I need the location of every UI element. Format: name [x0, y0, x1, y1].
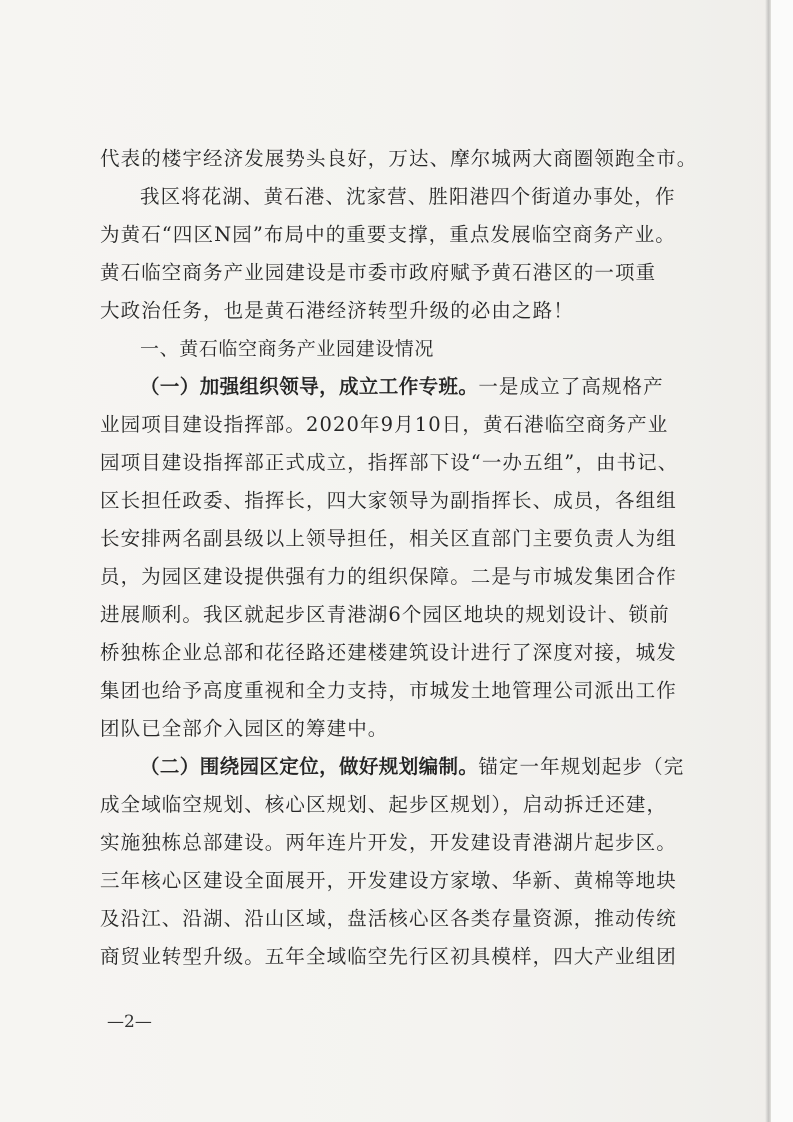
text-line: 商贸业转型升级。五年全域临空先行区初具模样，四大产业组团	[100, 945, 677, 968]
text-line: 实施独栋总部建设。两年连片开发，开发建设青港湖片起步区。	[100, 831, 677, 854]
text-line: 为黄石“四区N园”布局中的重要支撑，重点发展临空商务产业。	[100, 223, 676, 246]
text-line: 业园项目建设指挥部。2020年9月10日，黄石港临空商务产业	[100, 413, 669, 436]
section-heading: 一、黄石临空商务产业园建设情况	[140, 338, 435, 360]
text-line: 我区将花湖、黄石港、沈家营、胜阳港四个街道办事处，作	[140, 185, 676, 208]
text-line: 三年核心区建设全面展开，开发建设方家墩、华新、黄棉等地块	[100, 869, 677, 892]
text-line-rest: 锚定一年规划起步（完	[478, 755, 685, 778]
subsection-title: （二）围绕园区定位，做好规划编制。	[140, 755, 479, 778]
text-line: 桥独栋企业总部和花径路还建楼建筑设计进行了深度对接，城发	[100, 641, 677, 664]
text-line: 员，为园区建设提供强有力的组织保障。二是与市城发集团合作	[100, 565, 677, 588]
text-line: 进展顺利。我区就起步区青港湖6个园区地块的规划设计、锁前	[100, 603, 670, 626]
text-line	[100, 748, 690, 786]
text-line: 区长担任政委、指挥长，四大家领导为副指挥长、成员，各组组	[100, 489, 677, 512]
subsection-title: （一）加强组织领导，成立工作专班。	[140, 375, 479, 398]
text-line: 园项目建设指挥部正式成立，指挥部下设“一办五组”，由书记、	[100, 451, 679, 474]
page-number: —2—	[107, 1012, 152, 1032]
page-edge-strip	[771, 0, 793, 1122]
text-line: 团队已全部介入园区的筹建中。	[100, 717, 389, 740]
text-line: 大政治任务，也是黄石港经济转型升级的必由之路！	[100, 299, 574, 322]
body-text	[100, 140, 698, 976]
text-line: 集团也给予高度重视和全力支持，市城发土地管理公司派出工作	[100, 679, 677, 702]
text-line: 代表的楼宇经济发展势头良好，万达、摩尔城两大商圈领跑全市。	[100, 147, 698, 170]
text-line: 黄石临空商务产业园建设是市委市政府赋予黄石港区的一项重	[100, 261, 657, 284]
text-line: 长安排两名副县级以上领导担任，相关区直部门主要负责人为组	[100, 527, 677, 550]
text-line: 成全域临空规划、核心区规划、起步区规划），启动拆迁还建，	[100, 793, 668, 816]
text-line: 及沿江、沿湖、沿山区域，盘活核心区各类存量资源，推动传统	[100, 907, 677, 930]
text-line-rest: 一是成立了高规格产	[478, 375, 664, 398]
text-line	[100, 368, 690, 406]
